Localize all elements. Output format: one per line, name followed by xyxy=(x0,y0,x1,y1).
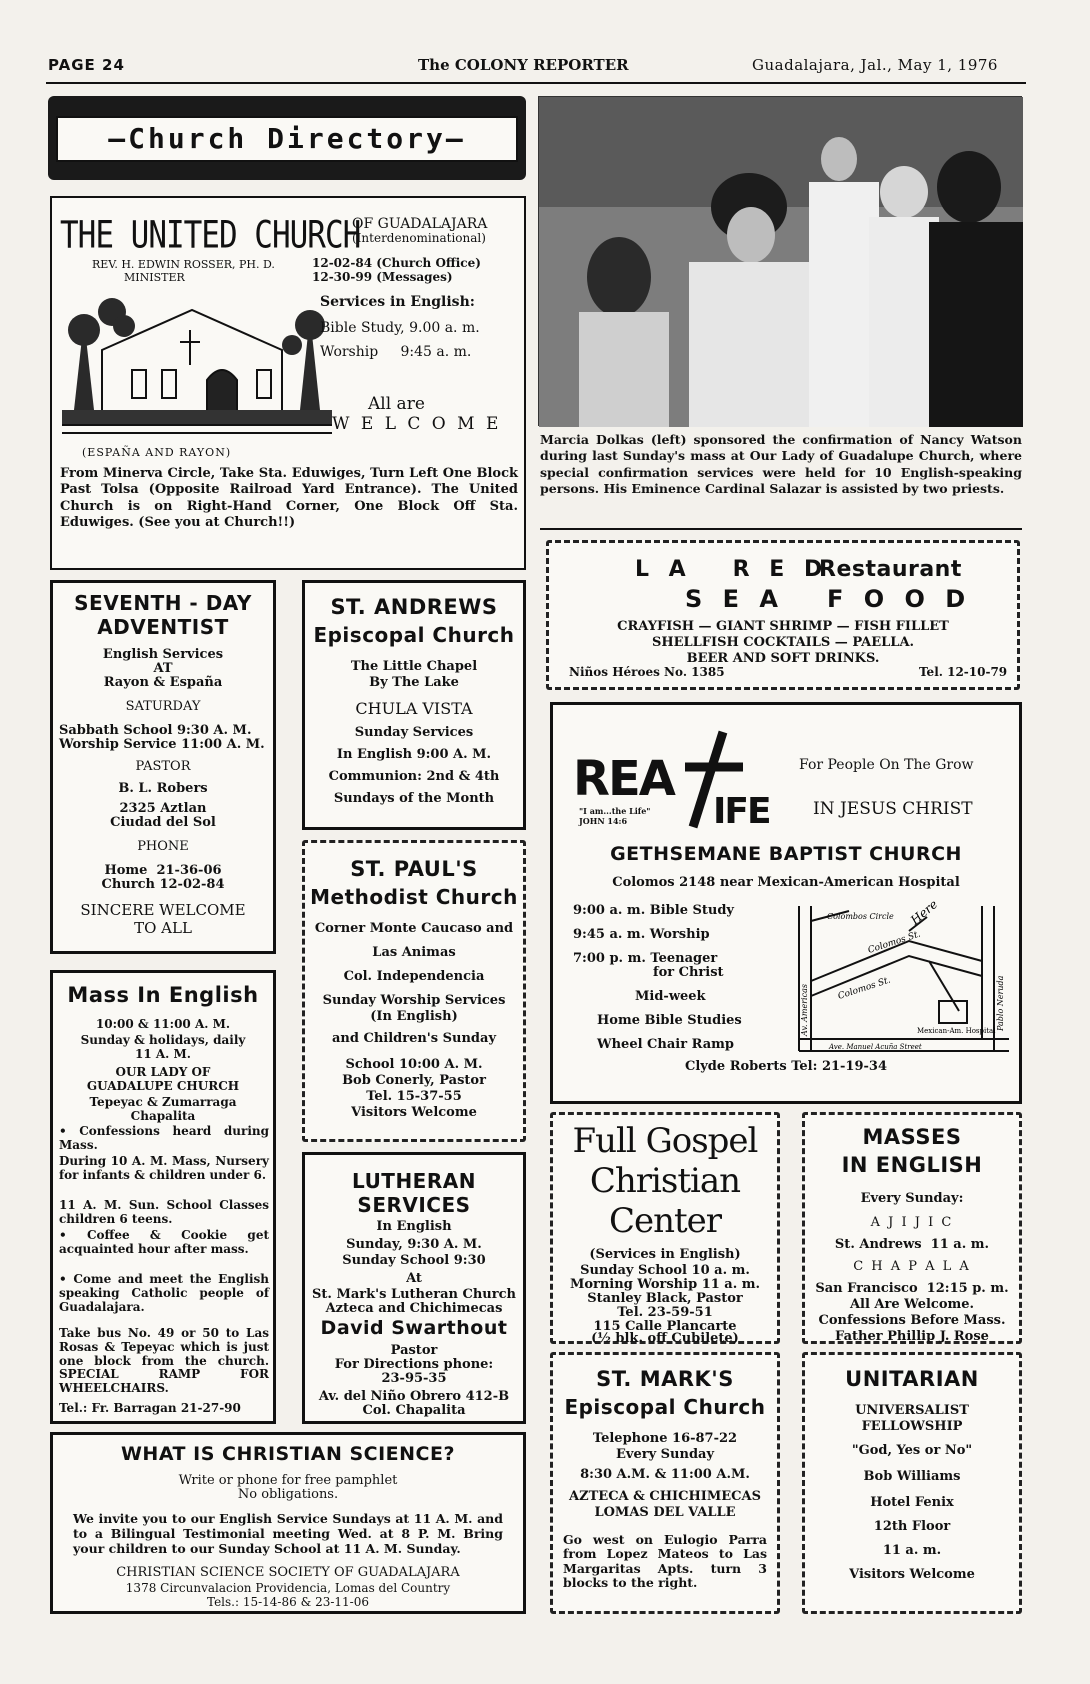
science-l6: Tels.: 15-14-86 & 23-11-06 xyxy=(207,1595,369,1609)
full-gospel-l1: (Services in English) xyxy=(589,1247,741,1262)
lutheran-l12: Col. Chapalita xyxy=(362,1403,466,1418)
gethsemane-s5: Home Bible Studies xyxy=(597,1013,742,1028)
la-red-menu3: BEER AND SOFT DRINKS. xyxy=(686,651,880,666)
st-pauls-l7: School 10:00 A. M. xyxy=(345,1057,483,1072)
lutheran-l9: For Directions phone: xyxy=(334,1357,494,1372)
sda-l14: SINCERE WELCOME xyxy=(80,901,246,919)
science-l4: CHRISTIAN SCIENCE SOCIETY OF GUADALAJARA xyxy=(116,1565,460,1580)
svg-text:REA: REA xyxy=(573,751,674,807)
science-l5: 1378 Circunvalacion Providencia, Lomas del Country xyxy=(125,1581,451,1595)
lutheran-l6: Azteca and Chichimecas xyxy=(325,1301,503,1316)
masses-t1: MASSES xyxy=(862,1125,962,1149)
la-red-seafood: S E A F O O D xyxy=(685,585,972,613)
united-all-are: All are xyxy=(368,394,425,414)
la-red-menu1: CRAYFISH — GIANT SHRIMP — FISH FILLET xyxy=(617,619,949,634)
united-phone2: 12-30-99 (Messages) xyxy=(312,270,453,284)
st-pauls-l2: Las Animas xyxy=(372,945,456,960)
gethsemane-baptist-ad xyxy=(550,702,1022,1104)
st-andrews-title1: ST. ANDREWS xyxy=(330,595,498,619)
mass-tel: Tel.: Fr. Barragan 21-27-90 xyxy=(59,1401,241,1415)
masses-l5: San Francisco 12:15 p. m. xyxy=(815,1281,1009,1296)
church-illustration xyxy=(62,290,332,440)
lutheran-ad xyxy=(302,1152,526,1424)
mass-l2: Sunday & holidays, daily xyxy=(80,1033,246,1047)
unitarian-t1: UNITARIAN xyxy=(845,1367,979,1391)
st-pauls-l4: Sunday Worship Services xyxy=(322,993,506,1008)
gethsemane-address: Colomos 2148 near Mexican-American Hospital xyxy=(612,875,960,890)
map-circle: Colombos Circle xyxy=(827,912,894,921)
mass-l4: OUR LADY OF xyxy=(115,1065,211,1079)
map-here: Here xyxy=(907,897,941,928)
st-pauls-l6: and Children's Sunday xyxy=(331,1031,496,1046)
united-church-ad xyxy=(50,196,526,570)
masthead-rule xyxy=(46,82,1026,84)
photo-caption: Marcia Dolkas (left) sponsored the confirmation of Nancy Watson during last Sunday's mass at Our Lady of Guadalupe Church, where special confirmation services were held for 10 English-speaking persons. His Eminence Cardinal Salazar is assisted by two priests. xyxy=(540,432,1022,496)
mass-b4: • Coffee & Cookie get acquainted hour after mass. xyxy=(59,1228,269,1256)
sda-l6: Worship Service 11:00 A. M. xyxy=(59,737,265,752)
newspaper-name: The COLONY REPORTER xyxy=(418,56,629,74)
united-bible: Bible Study, 9.00 a. m. xyxy=(320,320,480,336)
masses-l6: All Are Welcome. Confessions Before Mass. xyxy=(818,1297,1006,1328)
st-marks-t2: Episcopal Church xyxy=(564,1395,766,1419)
mass-b6: Take bus No. 49 or 50 to Las Rosas & Tepeyac which is just one block from the church. SPECIAL RAMP FOR WHEELCHAIRS. xyxy=(59,1326,269,1396)
map-street5: Ave. Manuel Acuña Street xyxy=(829,1043,922,1051)
gethsemane-contact: Clyde Roberts Tel: 21-19-34 xyxy=(684,1059,888,1074)
gethsemane-s2: 9:45 a. m. Worship xyxy=(573,927,710,942)
lutheran-t2: SERVICES xyxy=(357,1193,471,1217)
full-gospel-t3: Center xyxy=(608,1201,722,1241)
sda-l12: Home 21-36-06 xyxy=(104,863,222,878)
unitarian-l8: Visitors Welcome xyxy=(849,1567,975,1582)
lutheran-t1: LUTHERAN xyxy=(352,1169,476,1193)
st-andrews-l4: Sunday Services xyxy=(354,725,474,740)
la-red-name: L A R E D xyxy=(635,557,829,582)
gethsemane-s3a: 7:00 p. m. Teenager xyxy=(573,951,718,966)
sda-l7: PASTOR xyxy=(135,759,191,774)
sda-l4: SATURDAY xyxy=(125,699,201,714)
st-pauls-l10: Visitors Welcome xyxy=(351,1105,477,1120)
united-minister: MINISTER xyxy=(124,271,185,284)
st-marks-l4: AZTECA & CHICHIMECAS xyxy=(569,1489,761,1504)
mass-b5: • Come and meet the English speaking Catholic people of Guadalajara. xyxy=(59,1272,269,1314)
gethsemane-s4: Mid-week xyxy=(635,989,706,1004)
united-church-name: THE UNITED CHURCH xyxy=(60,214,361,258)
masses-t2: IN ENGLISH xyxy=(841,1153,983,1177)
science-l2: No obligations. xyxy=(237,1487,339,1502)
st-marks-l1: Telephone 16-87-22 xyxy=(592,1431,738,1446)
st-pauls-l9: Tel. 15-37-55 xyxy=(366,1089,462,1104)
sda-l15: TO ALL xyxy=(134,919,192,937)
science-title: WHAT IS CHRISTIAN SCIENCE? xyxy=(120,1443,456,1465)
sda-l11: PHONE xyxy=(137,839,189,854)
confirmation-photo xyxy=(538,96,1022,426)
st-marks-t1: ST. MARK'S xyxy=(596,1367,734,1391)
mass-l3: 11 A. M. xyxy=(134,1047,191,1061)
sda-title1: SEVENTH - DAY xyxy=(74,591,252,615)
unitarian-l3: "God, Yes or No" xyxy=(851,1443,973,1458)
full-gospel-t1: Full Gospel xyxy=(572,1121,758,1161)
gethsemane-s1: 9:00 a. m. Bible Study xyxy=(573,903,734,918)
real-life-tag1: For People On The Grow xyxy=(799,757,974,773)
mass-title: Mass In English xyxy=(67,983,259,1007)
mass-in-english-ad xyxy=(50,970,276,1424)
gethsemane-s6: Wheel Chair Ramp xyxy=(597,1037,734,1052)
unitarian-l4: Bob Williams xyxy=(863,1469,961,1484)
mass-b2: During 10 A. M. Mass, Nursery for infants & children under 6. xyxy=(59,1154,269,1182)
full-gospel-l4: Stanley Black, Pastor xyxy=(587,1291,743,1306)
mass-l1: 10:00 & 11:00 A. M. xyxy=(95,1017,231,1031)
sda-l1: English Services xyxy=(102,647,224,662)
united-services: Services in English: xyxy=(320,294,475,310)
caption-rule xyxy=(540,528,1022,530)
la-red-menu2: SHELLFISH COCKTAILS — PAELLA. xyxy=(651,635,915,650)
st-pauls-title2: Methodist Church xyxy=(310,885,518,909)
sda-l5: Sabbath School 9:30 A. M. xyxy=(59,723,252,738)
directory-title: —Church Directory— xyxy=(108,122,466,155)
seventh-day-adventist-ad xyxy=(50,580,276,954)
masses-l1: Every Sunday: xyxy=(860,1191,964,1206)
st-marks-l6: Go west on Eulogio Parra from Lopez Mateos to Las Margaritas Apts. turn 3 blocks to the right. xyxy=(563,1532,767,1591)
lutheran-l8: Pastor xyxy=(390,1343,438,1358)
masses-l3: St. Andrews 11 a. m. xyxy=(834,1237,990,1252)
st-pauls-l3: Col. Independencia xyxy=(343,969,485,984)
st-pauls-l8: Bob Conerly, Pastor xyxy=(342,1073,486,1088)
christian-science-ad xyxy=(50,1432,526,1614)
st-andrews-title2: Episcopal Church xyxy=(313,623,515,647)
st-andrews-l7: Sundays of the Month xyxy=(333,791,495,806)
st-marks-l2: Every Sunday xyxy=(615,1447,715,1462)
united-phone1: 12-02-84 (Church Office) xyxy=(312,256,481,270)
dateline: Guadalajara, Jal., May 1, 1976 xyxy=(752,56,998,74)
mass-l7: Chapalita xyxy=(130,1109,196,1123)
unitarian-l2: FELLOWSHIP xyxy=(861,1419,963,1434)
sda-l8: B. L. Robers xyxy=(118,781,208,796)
united-directions: From Minerva Circle, Take Sta. Eduwiges, Turn Left One Block Past Tolsa (Opposite Railroad Yard Entrance). The United Church is on Right-Hand Corner, One Block Off Sta. Eduwiges. (See you at Church!!) xyxy=(60,466,518,530)
mass-l5: GUADALUPE CHURCH xyxy=(86,1079,240,1093)
gethsemane-map xyxy=(789,897,1015,1057)
lutheran-l3: Sunday School 9:30 xyxy=(342,1253,486,1268)
masses-in-english-ad xyxy=(802,1112,1022,1344)
full-gospel-l3: Morning Worship 11 a. m. xyxy=(569,1277,761,1292)
st-andrews-l2: By The Lake xyxy=(369,675,459,690)
st-marks-ad xyxy=(550,1352,780,1614)
la-red-tel: Tel. 12-10-79 xyxy=(919,665,1008,679)
mass-l6: Tepeyac & Zumarraga xyxy=(89,1095,237,1109)
map-street3: Av. Americas xyxy=(800,984,809,1036)
masses-l2: A J I J I C xyxy=(870,1215,954,1230)
directory-banner xyxy=(48,96,526,180)
science-l1: Write or phone for free pamphlet xyxy=(178,1473,398,1488)
full-gospel-ad xyxy=(550,1112,780,1344)
gethsemane-s3b: for Christ xyxy=(653,965,724,980)
st-andrews-l3: CHULA VISTA xyxy=(355,699,473,718)
st-pauls-title1: ST. PAUL'S xyxy=(350,857,478,881)
sda-l9: 2325 Aztlan xyxy=(119,801,207,816)
lutheran-l5: St. Mark's Lutheran Church xyxy=(312,1287,516,1302)
unitarian-l1: UNIVERSALIST xyxy=(855,1403,969,1418)
united-of: OF GUADALAJARA xyxy=(352,216,488,232)
full-gospel-l5: Tel. 23-59-51 xyxy=(617,1305,713,1320)
unitarian-l5: Hotel Fenix xyxy=(870,1495,954,1510)
st-pauls-ad xyxy=(302,840,526,1142)
united-sub: (Interdenominational) xyxy=(352,231,486,245)
mass-b1: • Confessions heard during Mass. xyxy=(59,1124,269,1152)
united-rev: REV. H. EDWIN ROSSER, PH. D. xyxy=(92,258,275,271)
masses-l4: C H A P A L A xyxy=(853,1259,971,1274)
full-gospel-l6: 115 Calle Plancarte xyxy=(593,1319,737,1334)
st-marks-l3: 8:30 A.M. & 11:00 A.M. xyxy=(580,1467,750,1482)
la-red-address: Niños Héroes No. 1385 xyxy=(569,665,725,679)
unitarian-ad xyxy=(802,1352,1022,1614)
lutheran-l4: At xyxy=(406,1271,422,1286)
lutheran-l11: Av. del Niño Obrero 412-B xyxy=(318,1389,510,1404)
mass-b3: 11 A. M. Sun. School Classes children 6 teens. xyxy=(59,1198,269,1226)
sda-l3: Rayon & España xyxy=(103,675,223,690)
svg-text:IFE: IFE xyxy=(713,791,770,832)
photo-figures xyxy=(539,97,1023,427)
full-gospel-l7: (½ blk. off Cubilete) xyxy=(591,1331,739,1346)
map-street1: Colomos St. xyxy=(866,929,922,956)
full-gospel-t2: Christian xyxy=(589,1161,741,1201)
lutheran-l7: David Swarthout xyxy=(320,1317,508,1339)
st-andrews-ad xyxy=(302,580,526,830)
st-andrews-l1: The Little Chapel xyxy=(350,659,478,674)
st-andrews-l5: In English 9:00 A. M. xyxy=(336,747,492,762)
map-street2: Colomos St. xyxy=(836,975,892,1002)
science-l3: We invite you to our English Service Sundays at 11 A. M. and to a Bilingual Testimonial meeting Wed. at 8 P. M. Bring your children to our Sunday School at 11 A. M. Sunday. xyxy=(73,1511,503,1556)
real-life-tag2: IN JESUS CHRIST xyxy=(813,799,973,819)
page-number: PAGE 24 xyxy=(48,56,125,74)
united-caption: (ESPAÑA AND RAYON) xyxy=(82,446,232,459)
united-welcome: W E L C O M E xyxy=(332,414,502,434)
la-red-ad xyxy=(546,540,1020,690)
unitarian-l7: 11 a. m. xyxy=(882,1543,942,1558)
sda-l2: AT xyxy=(153,661,173,676)
map-street4: Pablo Neruda xyxy=(996,975,1005,1031)
real-life-verse: "I am...the Life" JOHN 14:6 xyxy=(579,806,651,826)
sda-l10: Ciudad del Sol xyxy=(110,815,216,830)
gethsemane-name: GETHSEMANE BAPTIST CHURCH xyxy=(610,843,962,865)
unitarian-l6: 12th Floor xyxy=(873,1519,951,1534)
sda-l13: Church 12-02-84 xyxy=(101,877,225,892)
lutheran-l1: In English xyxy=(376,1219,452,1234)
lutheran-l10: 23-95-35 xyxy=(381,1371,447,1386)
map-hospital: Mexican-Am. Hospital xyxy=(917,1027,996,1035)
st-pauls-l1: Corner Monte Caucaso and xyxy=(314,921,514,936)
st-pauls-l5: (In English) xyxy=(370,1009,458,1024)
sda-title2: ADVENTIST xyxy=(97,615,229,639)
la-red-restaurant: Restaurant xyxy=(819,557,962,582)
st-andrews-l6: Communion: 2nd & 4th xyxy=(328,769,500,784)
full-gospel-l2: Sunday School 10 a. m. xyxy=(580,1263,750,1278)
masses-l7: Father Phillip J. Rose xyxy=(835,1329,989,1344)
st-marks-l5: LOMAS DEL VALLE xyxy=(594,1505,736,1520)
united-worship: Worship 9:45 a. m. xyxy=(320,344,472,360)
lutheran-l2: Sunday, 9:30 A. M. xyxy=(346,1237,482,1252)
